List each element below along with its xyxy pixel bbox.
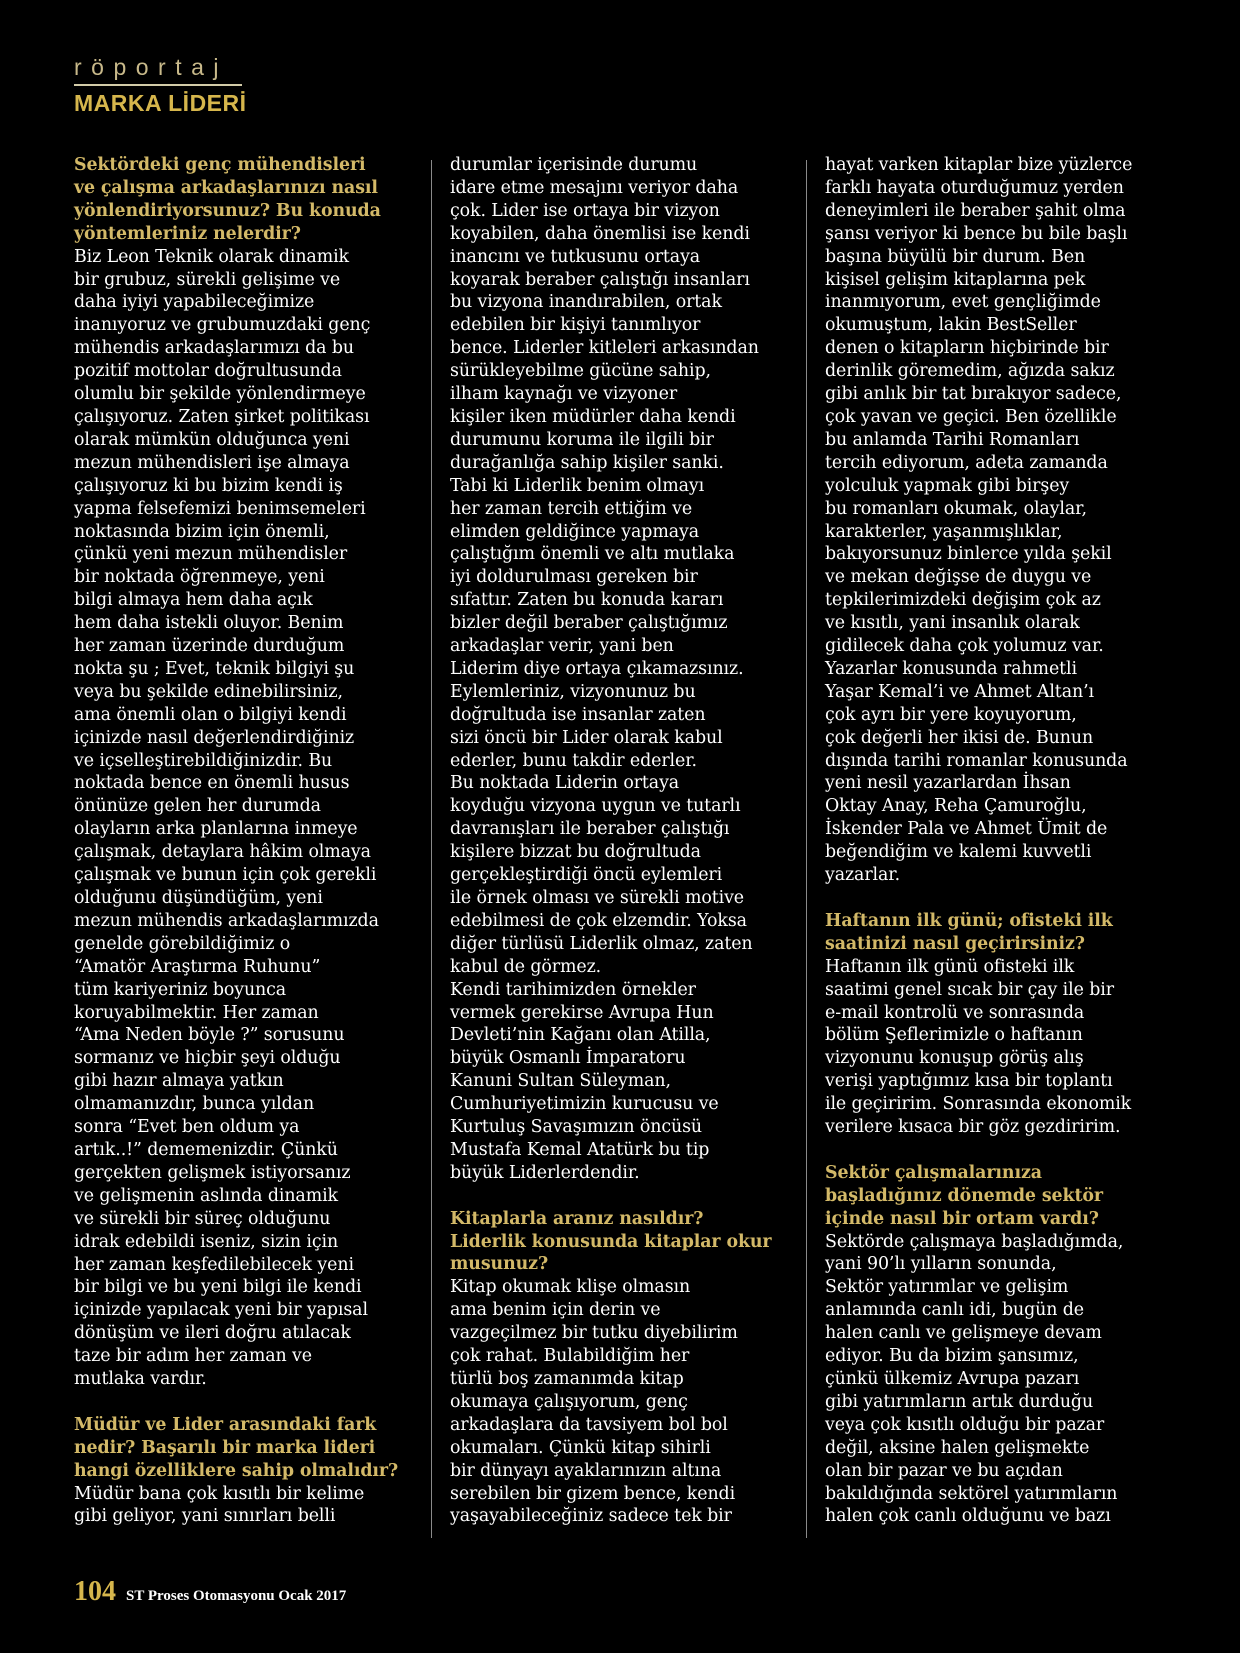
- text-line: koyduğu vizyona uygun ve tutarlı: [450, 796, 741, 817]
- text-line: inanıyoruz ve grubumuzdaki genç: [74, 315, 371, 336]
- text-line: arkadaşlara da tavsiyem bol bol: [450, 1414, 728, 1435]
- text-line: sürükleyebilme gücüne sahip,: [450, 361, 711, 382]
- text-line: durumunu koruma ile ilgili bir: [450, 429, 714, 450]
- text-line: Haftanın ilk günü; ofisteki ilk: [825, 910, 1113, 931]
- text-line: bir grubuz, sürekli gelişime ve: [74, 269, 341, 290]
- section-title: MARKA LİDERİ: [74, 90, 247, 116]
- text-line: veya bu şekilde edinebilirsiniz,: [74, 681, 343, 702]
- text-line: yeni nesil yazarlardan İhsan: [825, 773, 1071, 794]
- text-line: saatinizi nasıl geçirirsiniz?: [825, 933, 1085, 954]
- column-divider: [431, 160, 432, 1538]
- text-line: yöntemleriniz nelerdir?: [74, 223, 301, 244]
- text-line: idare etme mesajını veriyor daha: [450, 177, 739, 198]
- text-line: çalışıyoruz. Zaten şirket politikası: [74, 406, 370, 427]
- text-line: okumuştum, lakin BestSeller: [825, 315, 1077, 336]
- page-footer: [74, 1578, 346, 1606]
- text-line: tüm kariyeriniz boyunca: [74, 979, 287, 1000]
- page-number: 104: [74, 1576, 116, 1607]
- text-line: büyük Liderlerdendir.: [450, 1162, 640, 1183]
- interview-question: [825, 1162, 1170, 1231]
- text-line: çalışmak ve bunun için çok gerekli: [74, 865, 377, 886]
- text-line: deneyimleri ile beraber şahit olma: [825, 200, 1126, 221]
- text-line: edebilmesi de çok elzemdir. Yoksa: [450, 910, 747, 931]
- text-line: bu romanları okumak, olaylar,: [825, 498, 1087, 519]
- text-line: Kendi tarihimizden örnekler: [450, 979, 696, 1000]
- text-line: idrak edebildi iseniz, sizin için: [74, 1231, 339, 1252]
- text-line: bölüm Şeflerimizle o haftanın: [825, 1025, 1083, 1046]
- text-line: iyi doldurulması gereken bir: [450, 567, 698, 588]
- text-line: önünüze gelen her durumda: [74, 796, 321, 817]
- text-line: içinizde yapılacak yeni bir yapısal: [74, 1300, 368, 1321]
- text-line: yolculuk yapmak gibi birşey: [825, 475, 1070, 496]
- interview-question: [74, 154, 419, 246]
- section-label: röportaj: [74, 54, 228, 80]
- text-line: durumlar içerisinde durumu: [450, 155, 698, 175]
- text-line: denen o kitapların hiçbirinde bir: [825, 338, 1109, 359]
- text-line: nedir? Başarılı bir marka lideri: [74, 1437, 376, 1458]
- text-line: Mustafa Kemal Atatürk bu tip: [450, 1139, 710, 1160]
- text-line: kişisel gelişim kitaplarına pek: [825, 269, 1086, 290]
- text-line: bir bilgi ve bu yeni bilgi ile kendi: [74, 1277, 362, 1298]
- text-line: gidilecek daha çok yolumuz var.: [825, 636, 1104, 657]
- text-line: ve gelişmenin aslında dinamik: [74, 1185, 338, 1206]
- text-line: tepkilerimizdeki değişim çok az: [825, 590, 1101, 611]
- text-line: olduğunu düşündüğüm, yeni: [74, 888, 323, 908]
- text-line: noktasında bizim için önemli,: [74, 521, 330, 542]
- text-line: “Amatör Araştırma Ruhunu”: [74, 956, 321, 977]
- interview-answer: [450, 1276, 795, 1528]
- paragraph-gap: [74, 1391, 419, 1414]
- text-line: ile örnek olması ve sürekli motive: [450, 888, 744, 908]
- text-line: dönüşüm ve ileri doğru atılacak: [74, 1323, 351, 1344]
- text-line: Liderim diye ortaya çıkamazsınız.: [450, 658, 744, 679]
- text-line: Müdür bana çok kısıtlı bir kelime: [74, 1483, 365, 1504]
- text-line: çünkü yeni mezun mühendisler: [74, 544, 348, 565]
- text-line: Haftanın ilk günü ofisteki ilk: [825, 956, 1075, 977]
- text-line: değil, aksine halen gelişmekte: [825, 1437, 1090, 1458]
- text-line: vazgeçilmez bir tutku diyebilirim: [450, 1323, 738, 1344]
- text-line: farklı hayata oturduğumuz yerden: [825, 177, 1124, 198]
- interview-answer: [74, 246, 419, 1391]
- text-line: Yazarlar konusunda rahmetli: [825, 658, 1077, 679]
- text-line: Kanuni Sultan Süleyman,: [450, 1071, 671, 1092]
- article-column-3: [825, 154, 1170, 1528]
- text-line: tercih ediyorum, adeta zamanda: [825, 452, 1108, 473]
- text-line: içinizde nasıl değerlendirdiğiniz: [74, 727, 355, 748]
- text-line: yazarlar.: [825, 865, 900, 886]
- text-line: çalışmak, detaylara hâkim olmaya: [74, 842, 371, 863]
- text-line: ilham kaynağı ve vizyoner: [450, 384, 678, 405]
- text-line: koruyabilmektir. Her zaman: [74, 1002, 319, 1023]
- text-line: gerçekleştirdiği öncü eylemleri: [450, 865, 723, 886]
- text-line: gibi geliyor, yani sınırları belli: [74, 1506, 336, 1527]
- text-line: Devleti’nin Kağanı olan Atilla,: [450, 1025, 711, 1046]
- text-line: ediyor. Bu da bizim şansımız,: [825, 1346, 1079, 1367]
- text-line: nokta şu ; Evet, teknik bilgiyi şu: [74, 658, 355, 679]
- text-line: edebilen bir kişiyi tanımlıyor: [450, 315, 701, 336]
- text-line: pozitif mottolar doğrultusunda: [74, 361, 342, 382]
- interview-answer: [825, 956, 1170, 1139]
- text-line: durağanlığa sahip kişiler sanki.: [450, 452, 724, 473]
- text-line: ile geçiririm. Sonrasında ekonomik: [825, 1094, 1132, 1115]
- text-line: karakterler, yaşanmışlıklar,: [825, 521, 1063, 542]
- text-line: Kitaplarla aranız nasıldır?: [450, 1208, 704, 1229]
- text-line: çok ayrı bir yere koyuyorum,: [825, 704, 1077, 725]
- text-line: davranışları ile beraber çalıştığı: [450, 819, 730, 840]
- text-line: gibi hazır almaya yatkın: [74, 1071, 284, 1092]
- text-line: her zaman tercih ettiğim ve: [450, 498, 693, 519]
- text-line: gibi yatırımların artık durduğu: [825, 1391, 1094, 1412]
- text-line: çok. Lider ise ortaya bir vizyon: [450, 200, 720, 221]
- text-line: bizler değil beraber çalıştığımız: [450, 613, 728, 634]
- text-line: bilgi almaya hem daha açık: [74, 590, 313, 611]
- interview-answer: [74, 1483, 419, 1529]
- text-line: olarak mümkün olduğunca yeni: [74, 429, 350, 450]
- interview-question: [450, 1208, 795, 1277]
- text-line: çok rahat. Bulabildiğim her: [450, 1346, 690, 1367]
- text-line: yani 90’lı yılların sonunda,: [825, 1254, 1057, 1275]
- text-line: Sektör yatırımlar ve gelişim: [825, 1277, 1069, 1298]
- text-line: bu anlamda Tarihi Romanları: [825, 429, 1080, 450]
- text-line: ve içselleştirebildiğinizdir. Bu: [74, 750, 333, 771]
- text-line: noktada bence en önemli husus: [74, 773, 350, 794]
- text-line: gibi anlık bir tat bırakıyor sadece,: [825, 384, 1122, 405]
- text-line: Müdür ve Lider arasındaki fark: [74, 1414, 377, 1435]
- text-line: sıfattır. Zaten bu konuda kararı: [450, 590, 724, 611]
- section-label-underline: [74, 84, 242, 86]
- text-line: derinlik göremedim, ağızda sakız: [825, 361, 1115, 382]
- paragraph-gap: [825, 1139, 1170, 1162]
- text-line: gerçekten gelişmek istiyorsanız: [74, 1162, 351, 1183]
- text-line: dışında tarihi romanlar konusunda: [825, 750, 1128, 771]
- text-line: hangi özelliklere sahip olmalıdır?: [74, 1460, 399, 1481]
- text-line: verişi yaptığımız kısa bir toplantı: [825, 1071, 1113, 1092]
- text-line: vizyonunu konuşup görüş alış: [825, 1048, 1084, 1069]
- text-line: yapma felsefemizi benimsemeleri: [74, 498, 366, 519]
- text-line: başına büyülü bir durum. Ben: [825, 246, 1086, 267]
- text-line: kabul de görmez.: [450, 956, 602, 977]
- text-line: Biz Leon Teknik olarak dinamik: [74, 246, 349, 267]
- text-line: şansı veriyor ki bence bu bile başlı: [825, 223, 1128, 244]
- text-line: halen çok canlı olduğunu ve bazı: [825, 1506, 1111, 1527]
- text-line: diğer türlüsü Liderlik olmaz, zaten: [450, 933, 753, 954]
- paragraph-gap: [450, 1185, 795, 1208]
- text-line: Eylemleriniz, vizyonunuz bu: [450, 681, 696, 702]
- text-line: Sektörde çalışmaya başladığımda,: [825, 1231, 1124, 1252]
- text-line: olmamanızdır, bunca yıldan: [74, 1094, 315, 1115]
- text-line: saatimi genel sıcak bir çay ile bir: [825, 979, 1114, 1000]
- text-line: içinde nasıl bir ortam vardı?: [825, 1208, 1099, 1229]
- text-line: her zaman keşfedilebilecek yeni: [74, 1254, 354, 1275]
- text-line: genelde görebildiğimiz o: [74, 933, 291, 954]
- article-column-1: [74, 154, 419, 1528]
- text-line: olayların arka planlarına inmeye: [74, 819, 358, 840]
- text-line: beğendiğim ve kalemi kuvvetli: [825, 842, 1092, 863]
- text-line: ederler, bunu takdir ederler.: [450, 750, 697, 771]
- text-line: çok yavan ve geçici. Ben özellikle: [825, 406, 1117, 427]
- interview-answer: [825, 154, 1170, 887]
- text-line: kişiler iken müdürler daha kendi: [450, 406, 736, 427]
- text-line: sizi öncü bir Lider olarak kabul: [450, 727, 723, 748]
- text-line: Liderlik konusunda kitaplar okur: [450, 1231, 772, 1252]
- interview-answer: [825, 1231, 1170, 1529]
- text-line: daha iyiyi yapabileceğimize: [74, 292, 315, 313]
- text-line: verilere kısaca bir göz gezdiririm.: [825, 1117, 1121, 1138]
- text-line: Cumhuriyetimizin kurucusu ve: [450, 1094, 719, 1115]
- article-column-2: [450, 154, 795, 1528]
- text-line: olan bir pazar ve bu açıdan: [825, 1460, 1063, 1481]
- text-line: başladığınız dönemde sektör: [825, 1185, 1103, 1206]
- text-line: her zaman üzerinde durduğum: [74, 636, 345, 657]
- text-line: ama benim için derin ve: [450, 1300, 661, 1321]
- text-line: büyük Osmanlı İmparatoru: [450, 1048, 686, 1069]
- text-line: hayat varken kitaplar bize yüzlerce: [825, 155, 1133, 175]
- column-divider: [806, 160, 807, 1538]
- text-line: anlamında canlı idi, bugün de: [825, 1300, 1084, 1321]
- text-line: taze bir adım her zaman ve: [74, 1346, 312, 1367]
- text-line: ve mekan değişse de duygu ve: [825, 567, 1092, 588]
- interview-answer: [450, 154, 795, 1185]
- text-line: veya çok kısıtlı olduğu bir pazar: [825, 1414, 1105, 1435]
- text-line: olumlu bir şekilde yönlendirmeye: [74, 384, 366, 405]
- text-line: Oktay Anay, Reha Çamuroğlu,: [825, 796, 1087, 817]
- text-line: İskender Pala ve Ahmet Ümit de: [825, 819, 1108, 840]
- text-line: Tabi ki Liderlik benim olmayı: [450, 475, 705, 496]
- text-line: serebilen bir gizem bence, kendi: [450, 1483, 736, 1504]
- text-line: çok değerli her ikisi de. Bunun: [825, 727, 1094, 748]
- text-line: doğrultuda ise insanlar zaten: [450, 704, 706, 725]
- text-line: artık..!” dememenizdir. Çünkü: [74, 1139, 338, 1160]
- text-line: inanmıyorum, evet gençliğimde: [825, 292, 1101, 313]
- text-line: elimden geldiğince yapmaya: [450, 521, 699, 542]
- text-line: yaşayabileceğiniz sadece tek bir: [450, 1506, 732, 1527]
- text-line: halen canlı ve gelişmeye devam: [825, 1323, 1102, 1344]
- text-line: mühendis arkadaşlarımızı da bu: [74, 338, 355, 359]
- text-line: bu vizyona inandırabilen, ortak: [450, 292, 722, 313]
- text-line: yönlendiriyorsunuz? Bu konuda: [74, 200, 381, 221]
- text-line: çalıştığım önemli ve altı mutlaka: [450, 544, 735, 565]
- interview-question: [74, 1414, 419, 1483]
- text-line: mezun mühendis arkadaşlarımızda: [74, 910, 379, 931]
- text-line: ve kısıtlı, yani insanlık olarak: [825, 613, 1080, 634]
- text-line: mutlaka vardır.: [74, 1369, 207, 1390]
- text-line: “Ama Neden böyle ?” sorusunu: [74, 1025, 345, 1046]
- text-line: ve sürekli bir süreç olduğunu: [74, 1208, 331, 1229]
- text-line: çalışıyoruz ki bu bizim kendi iş: [74, 475, 343, 496]
- text-line: okumaya çalışıyorum, genç: [450, 1391, 688, 1412]
- text-line: Bu noktada Liderin ortaya: [450, 773, 680, 794]
- text-line: Yaşar Kemal’i ve Ahmet Altan’ı: [825, 681, 1094, 702]
- text-line: musunuz?: [450, 1254, 549, 1275]
- text-line: türlü boş zamanımda kitap: [450, 1369, 684, 1390]
- text-line: ama önemli olan o bilgiyi kendi: [74, 704, 347, 725]
- text-line: Sektördeki genç mühendisleri: [74, 155, 366, 175]
- text-line: sonra “Evet ben oldum ya: [74, 1117, 300, 1138]
- text-line: koyabilen, daha önemlisi ise kendi: [450, 223, 750, 244]
- text-line: vermek gerekirse Avrupa Hun: [450, 1002, 714, 1023]
- paragraph-gap: [825, 887, 1170, 910]
- text-line: bir dünyayı ayaklarınızın altına: [450, 1460, 722, 1481]
- text-line: Kurtuluş Savaşımızın öncüsü: [450, 1117, 703, 1138]
- text-line: e-mail kontrolü ve sonrasında: [825, 1002, 1085, 1023]
- text-line: sormanız ve hiçbir şeyi olduğu: [74, 1048, 341, 1069]
- text-line: çünkü ülkemiz Avrupa pazarı: [825, 1369, 1080, 1389]
- text-line: bir noktada öğrenmeye, yeni: [74, 567, 325, 588]
- text-line: Sektör çalışmalarınıza: [825, 1162, 1042, 1183]
- text-line: kişilere bizzat bu doğrultuda: [450, 842, 701, 863]
- text-line: bence. Liderler kitleleri arkasından: [450, 338, 759, 359]
- text-line: mezun mühendisleri işe almaya: [74, 452, 350, 473]
- text-line: hem daha istekli oluyor. Benim: [74, 613, 344, 634]
- text-line: bakıldığında sektörel yatırımların: [825, 1483, 1118, 1504]
- text-line: arkadaşlar verir, yani ben: [450, 636, 674, 657]
- text-line: ve çalışma arkadaşlarınızı nasıl: [74, 177, 378, 198]
- text-line: okumaları. Çünkü kitap sihirli: [450, 1437, 711, 1458]
- text-line: Kitap okumak klişe olmasın: [450, 1277, 691, 1298]
- text-line: inancını ve tutkusunu ortaya: [450, 246, 701, 267]
- text-line: koyarak beraber çalıştığı insanları: [450, 269, 750, 290]
- text-line: bakıyorsunuz binlerce yılda şekil: [825, 544, 1112, 565]
- interview-question: [825, 910, 1170, 956]
- publication-name: ST Proses Otomasyonu Ocak 2017: [126, 1588, 347, 1604]
